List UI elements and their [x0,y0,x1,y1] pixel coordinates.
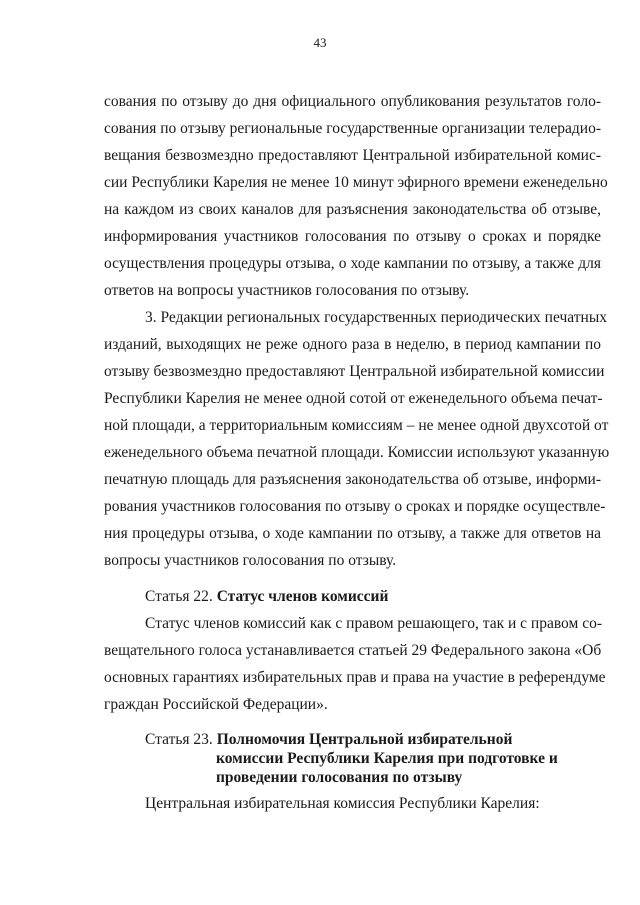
text-line: рования участников голосования по отзыву о сроках и порядке осуществле- [104,498,606,515]
text-line: основных гарантиях избирательных прав и права на участие в референдуме [104,669,606,686]
article-22-prefix: Статья 22. [145,588,217,605]
article-23-prefix: Статья 23. [145,731,217,748]
text-line: еженедельного объема печатной площади. Комиссии используют указанную [104,444,610,461]
text-line: сования по отзыву региональные государственные организации телерадио- [104,120,601,137]
text-line: Статус членов комиссий как с правом решающего, так и с правом со- [145,615,602,632]
text-line: ния процедуры отзыва, о ходе кампании по отзыву, а также для ответов на [104,525,601,542]
text-line: Центральная избирательная комиссия Республики Карелия: [145,795,540,812]
text-line: изданий, выходящих не реже одного раза в неделю, в период кампании по [104,336,601,353]
article-22-heading [145,587,388,607]
text-line: ответов на вопросы участников голосования по отзыву. [104,282,470,299]
text-line: вещательного голоса устанавливается статьей 29 Федерального закона «Об [104,642,602,659]
text-line: Республики Карелия не менее одной сотой от еженедельного объема печат- [104,390,603,407]
text-line: информирования участников голосования по отзыву о сроках и порядке [104,228,601,245]
article-22-title: Статус членов комиссий [216,588,389,605]
text-line: отзыву безвозмездно предоставляют Центральной избирательной комиссии [104,363,605,380]
article-23-heading [145,730,512,750]
text-line: сования по отзыву до дня официального опубликования результатов голо- [104,93,601,110]
text-line: сии Республики Карелия не менее 10 минут эфирного времени еженедельно [104,174,608,191]
text-line: вопросы участников голосования по отзыву. [104,552,397,569]
text-line: печатную площадь для разъяснения законодательства об отзыве, информи- [104,471,601,488]
text-line: 3. Редакции региональных государственных периодических печатных [145,309,607,326]
text-line: граждан Российской Федерации». [104,696,328,713]
text-line: ной площади, а территориальным комиссиям – не менее одной двухсотой от [104,417,609,434]
text-line: осуществления процедуры отзыва, о ходе кампании по отзыву, а также для [104,255,601,272]
article-23-title-line: комиссии Республики Карелия при подготовке и [216,750,558,767]
article-23-title-line: Полномочия Центральной избирательной [216,731,513,748]
text-line: на каждом из своих каналов для разъяснения законодательства об отзыве, [104,201,601,218]
article-23-title-line: проведении голосования по отзыву [216,769,463,786]
text-line: вещания безвозмездно предоставляют Центральной избирательной комис- [104,147,601,164]
page-number: 43 [313,35,327,50]
